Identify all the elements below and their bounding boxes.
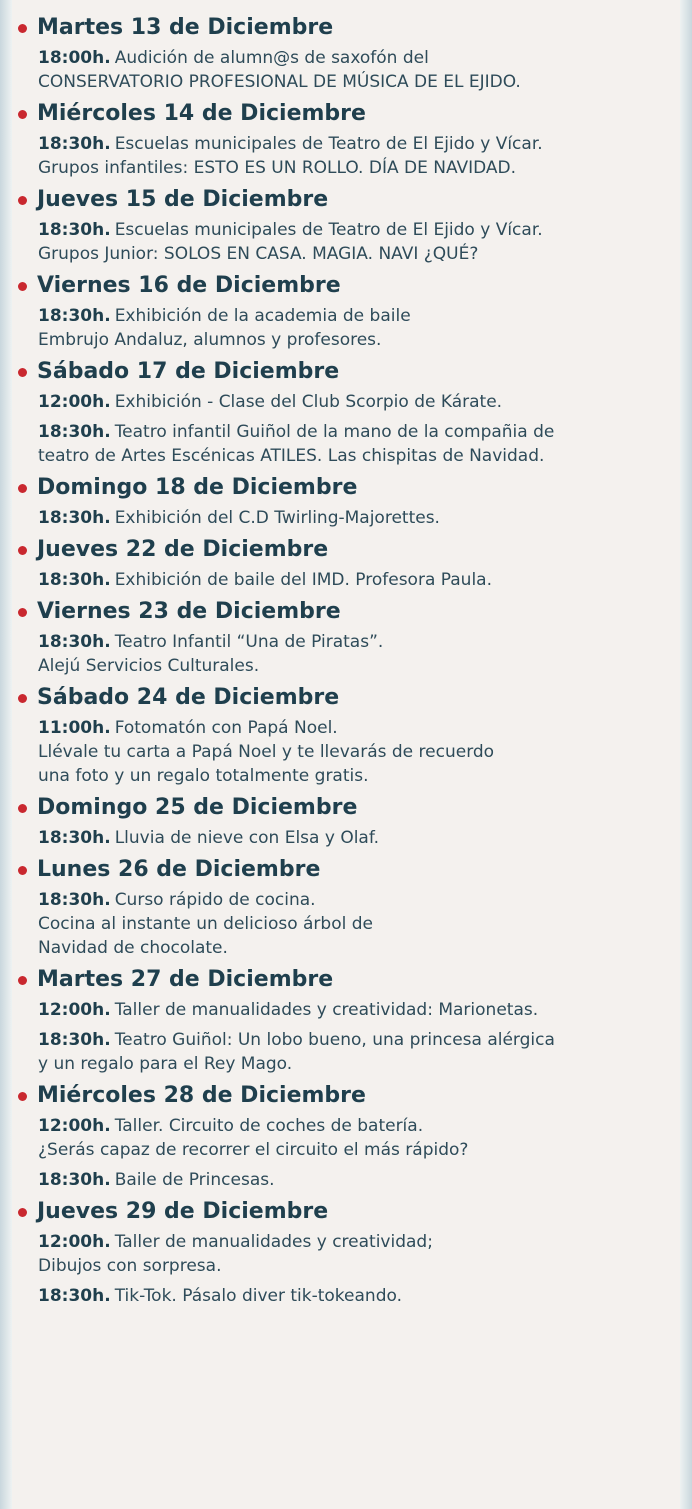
event-text: Exhibición de baile del IMD. Profesora Paula.: [114, 570, 492, 590]
event-text: Llévale tu carta a Papá Noel y te llevarás de recuerdo: [38, 742, 495, 762]
event-entry: [38, 420, 676, 468]
day-section: [18, 1082, 676, 1192]
event-line: [38, 328, 676, 352]
event-entry: [38, 1284, 676, 1308]
bullet-icon: [18, 976, 27, 985]
event-text: Curso rápido de cocina.: [114, 890, 316, 910]
event-line: [38, 132, 676, 156]
day-section: [18, 14, 676, 94]
event-entry: [38, 826, 676, 850]
event-text: Exhibición - Clase del Club Scorpio de Kárate.: [114, 392, 503, 412]
event-text: CONSERVATORIO PROFESIONAL DE MÚSICA DE EL EJIDO.: [38, 72, 521, 92]
event-line: [38, 420, 676, 444]
event-entry: [38, 132, 676, 180]
bullet-icon: [18, 694, 27, 703]
day-title: Viernes 16 de Diciembre: [37, 273, 341, 298]
day-heading: [18, 1082, 676, 1110]
event-line: [38, 1114, 676, 1138]
event-line: [38, 740, 676, 764]
event-text: Lluvia de nieve con Elsa y Olaf.: [114, 828, 380, 848]
event-text: ¿Serás capaz de recorrer el circuito el más rápido?: [38, 1140, 469, 1160]
event-line: [38, 506, 676, 530]
event-line: [38, 1230, 676, 1254]
event-line: [38, 1284, 676, 1308]
event-text: Teatro infantil Guiñol de la mano de la compañia de: [114, 422, 555, 442]
event-entry: [38, 1114, 676, 1162]
day-heading: [18, 186, 676, 214]
day-section: [18, 186, 676, 266]
event-text: Cocina al instante un delicioso árbol de: [38, 914, 373, 934]
day-section: [18, 856, 676, 960]
event-text: Alejú Servicios Culturales.: [38, 656, 260, 676]
event-time: 18:30h.: [38, 1170, 111, 1190]
day-heading: [18, 536, 676, 564]
event-text: Baile de Princesas.: [114, 1170, 275, 1190]
day-title: Martes 27 de Diciembre: [37, 967, 334, 992]
event-time: 12:00h.: [38, 1116, 111, 1136]
day-section: [18, 598, 676, 678]
bullet-icon: [18, 24, 27, 33]
event-entry: [38, 506, 676, 530]
day-section: [18, 536, 676, 592]
event-line: [38, 716, 676, 740]
event-text: Audición de alumn@s de saxofón del: [114, 48, 429, 68]
day-heading: [18, 684, 676, 712]
event-line: [38, 242, 676, 266]
event-line: [38, 46, 676, 70]
day-heading: [18, 1198, 676, 1226]
event-text: teatro de Artes Escénicas ATILES. Las chispitas de Navidad.: [38, 446, 545, 466]
day-heading: [18, 598, 676, 626]
day-section: [18, 966, 676, 1076]
event-line: [38, 218, 676, 242]
event-time: 18:30h.: [38, 508, 111, 528]
day-title: Domingo 18 de Diciembre: [37, 475, 358, 500]
event-time: 18:30h.: [38, 570, 111, 590]
event-entry: [38, 716, 676, 788]
event-text: Teatro Guiñol: Un lobo bueno, una princesa alérgica: [114, 1030, 555, 1050]
event-entry: [38, 218, 676, 266]
event-line: [38, 764, 676, 788]
event-entry: [38, 390, 676, 414]
event-time: 18:30h.: [38, 306, 111, 326]
event-entry: [38, 1168, 676, 1192]
day-title: Sábado 24 de Diciembre: [37, 685, 340, 710]
event-entry: [38, 1230, 676, 1278]
event-text: Fotomatón con Papá Noel.: [114, 718, 338, 738]
event-line: [38, 304, 676, 328]
event-text: Navidad de chocolate.: [38, 938, 228, 958]
day-title: Sábado 17 de Diciembre: [37, 359, 340, 384]
event-entry: [38, 46, 676, 94]
event-time: 18:30h.: [38, 890, 111, 910]
day-heading: [18, 966, 676, 994]
day-heading: [18, 14, 676, 42]
event-text: Teatro Infantil “Una de Piratas”.: [114, 632, 384, 652]
event-text: Taller de manualidades y creatividad: Marionetas.: [114, 1000, 539, 1020]
event-text: Embrujo Andaluz, alumnos y profesores.: [38, 330, 382, 350]
event-entry: [38, 888, 676, 960]
day-heading: [18, 856, 676, 884]
event-text: una foto y un regalo totalmente gratis.: [38, 766, 369, 786]
event-entry: [38, 304, 676, 352]
event-text: Grupos infantiles: ESTO ES UN ROLLO. DÍA DE NAVIDAD.: [38, 158, 517, 178]
event-time: 12:00h.: [38, 1232, 111, 1252]
event-entry: [38, 998, 676, 1022]
day-section: [18, 474, 676, 530]
event-time: 18:30h.: [38, 220, 111, 240]
bullet-icon: [18, 804, 27, 813]
event-text: Escuelas municipales de Teatro de El Ejido y Vícar.: [114, 134, 543, 154]
day-title: Miércoles 14 de Diciembre: [37, 101, 366, 126]
event-entry: [38, 568, 676, 592]
day-section: [18, 358, 676, 468]
bullet-icon: [18, 368, 27, 377]
event-line: [38, 1168, 676, 1192]
event-text: y un regalo para el Rey Mago.: [38, 1054, 293, 1074]
event-text: Grupos Junior: SOLOS EN CASA. MAGIA. NAVI ¿QUÉ?: [38, 244, 479, 264]
event-time: 18:30h.: [38, 134, 111, 154]
event-text: Taller de manualidades y creatividad;: [114, 1232, 433, 1252]
event-line: [38, 888, 676, 912]
event-line: [38, 1052, 676, 1076]
event-line: [38, 826, 676, 850]
event-line: [38, 936, 676, 960]
event-line: [38, 998, 676, 1022]
event-entry: [38, 1028, 676, 1076]
day-section: [18, 794, 676, 850]
day-title: Lunes 26 de Diciembre: [37, 857, 321, 882]
bullet-icon: [18, 484, 27, 493]
day-section: [18, 272, 676, 352]
event-line: [38, 444, 676, 468]
bullet-icon: [18, 546, 27, 555]
day-heading: [18, 474, 676, 502]
day-title: Jueves 15 de Diciembre: [37, 187, 329, 212]
bullet-icon: [18, 196, 27, 205]
bullet-icon: [18, 1208, 27, 1217]
bullet-icon: [18, 282, 27, 291]
event-line: [38, 1028, 676, 1052]
event-text: Tik-Tok. Pásalo diver tik-tokeando.: [114, 1286, 402, 1306]
event-text: Exhibición del C.D Twirling-Majorettes.: [114, 508, 440, 528]
day-heading: [18, 272, 676, 300]
bullet-icon: [18, 1092, 27, 1101]
day-heading: [18, 100, 676, 128]
event-text: Escuelas municipales de Teatro de El Ejido y Vícar.: [114, 220, 543, 240]
event-line: [38, 568, 676, 592]
bullet-icon: [18, 866, 27, 875]
event-line: [38, 1254, 676, 1278]
event-line: [38, 630, 676, 654]
event-text: Taller. Circuito de coches de batería.: [114, 1116, 424, 1136]
event-line: [38, 156, 676, 180]
event-line: [38, 70, 676, 94]
event-time: 18:30h.: [38, 422, 111, 442]
event-line: [38, 654, 676, 678]
event-time: 11:00h.: [38, 718, 111, 738]
day-title: Jueves 22 de Diciembre: [37, 537, 329, 562]
day-section: [18, 100, 676, 180]
event-text: Exhibición de la academia de baile: [114, 306, 411, 326]
event-line: [38, 390, 676, 414]
day-section: [18, 1198, 676, 1308]
day-title: Miércoles 28 de Diciembre: [37, 1083, 366, 1108]
event-time: 18:30h.: [38, 1030, 111, 1050]
event-line: [38, 1138, 676, 1162]
event-time: 12:00h.: [38, 392, 111, 412]
day-title: Jueves 29 de Diciembre: [37, 1199, 329, 1224]
day-title: Martes 13 de Diciembre: [37, 15, 334, 40]
event-line: [38, 912, 676, 936]
event-time: 18:30h.: [38, 632, 111, 652]
day-section: [18, 684, 676, 788]
day-heading: [18, 794, 676, 822]
event-time: 18:30h.: [38, 828, 111, 848]
event-time: 18:00h.: [38, 48, 111, 68]
day-heading: [18, 358, 676, 386]
day-title: Viernes 23 de Diciembre: [37, 599, 341, 624]
day-title: Domingo 25 de Diciembre: [37, 795, 358, 820]
event-text: Dibujos con sorpresa.: [38, 1256, 222, 1276]
event-time: 12:00h.: [38, 1000, 111, 1020]
event-time: 18:30h.: [38, 1286, 111, 1306]
event-entry: [38, 630, 676, 678]
bullet-icon: [18, 110, 27, 119]
bullet-icon: [18, 608, 27, 617]
